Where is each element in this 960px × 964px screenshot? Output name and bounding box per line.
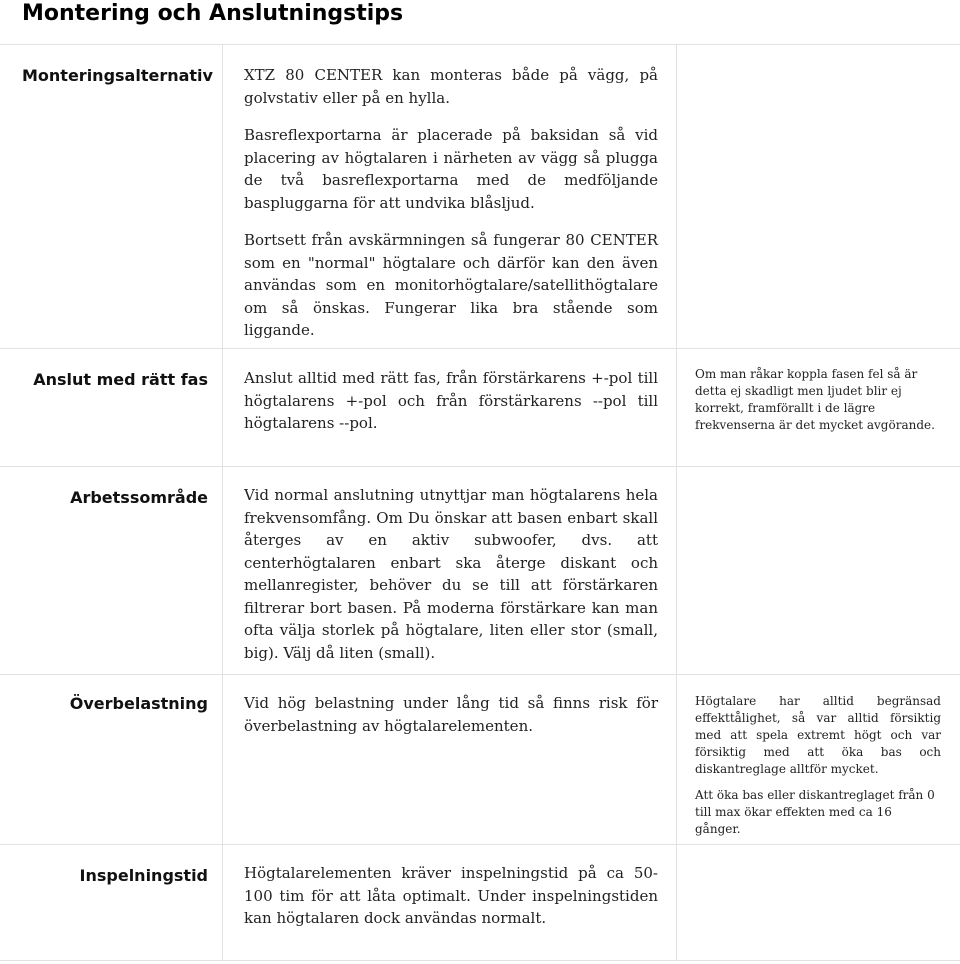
section-note-anslut-med-ratt-fas xyxy=(695,366,941,443)
note-paragraph: Om man råkar koppla fasen fel så är detta ej skadligt men ljudet blir ej korrekt, framförallt i de lägre frekvenserna är det mycket avgörande. xyxy=(695,367,935,432)
section-label-overbelastning: Överbelastning xyxy=(69,694,208,713)
section-body-overbelastning xyxy=(244,692,658,752)
section-label-arbetssomrade: Arbetssområde xyxy=(70,488,208,507)
paragraph: Bortsett från avskärmningen så fungerar 80 CENTER som en "normal" högtalare och därför kan den även användas som en monitorhögtalare/satellithögtalare om så önskas. Fungerar lika bra stående som liggande. xyxy=(244,231,658,339)
section-note-overbelastning xyxy=(695,693,941,847)
section-label-monteringsalternativ: Monteringsalternativ xyxy=(22,66,213,85)
paragraph: Vid normal anslutning utnyttjar man högtalarens hela frekvensomfång. Om Du önskar att basen enbart skall återges av en aktiv subwoofer, dvs. att centerhögtalaren enbart ska återge diskant och mellanregister, behöver du se till att förstärkaren filtrerar bort basen. På moderna förstärkare kan man ofta välja storlek på högtalare, liten eller stor (small, big). Välj då liten (small). xyxy=(244,486,658,662)
section-body-arbetssomrade xyxy=(244,484,658,679)
page-title: Montering och Anslutningstips xyxy=(22,1,404,26)
column-divider xyxy=(222,44,223,960)
section-body-anslut-med-ratt-fas xyxy=(244,367,658,450)
column-divider xyxy=(676,44,677,960)
paragraph: Anslut alltid med rätt fas, från förstärkarens +-pol till högtalarens +-pol och från förstärkarens --pol till högtalarens --pol. xyxy=(244,369,658,432)
note-paragraph: Högtalare har alltid begränsad effekttålighet, så var alltid försiktig med att spela extremt högt och var försiktig med att öka bas och diskantreglage alltför mycket. xyxy=(695,694,941,776)
paragraph: Högtalarelementen kräver inspelningstid på ca 50-100 tim för att låta optimalt. Under inspelningstiden kan högtalaren dock användas normalt. xyxy=(244,864,658,927)
section-label-inspelningstid: Inspelningstid xyxy=(79,866,208,885)
section-body-monteringsalternativ xyxy=(244,64,658,357)
row-divider xyxy=(0,466,960,467)
paragraph: XTZ 80 CENTER kan monteras både på vägg, på golvstativ eller på en hylla. xyxy=(244,66,658,107)
section-body-inspelningstid xyxy=(244,862,658,945)
paragraph: Vid hög belastning under lång tid så finns risk för överbelastning av högtalarelementen. xyxy=(244,694,658,735)
paragraph: Basreflexportarna är placerade på baksidan så vid placering av högtalaren i närheten av vägg så plugga de två basreflexportarna med de medföljande baspluggarna för att undvika blåsljud. xyxy=(244,126,658,212)
row-divider xyxy=(0,960,960,961)
section-label-anslut-med-ratt-fas: Anslut med rätt fas xyxy=(33,370,208,389)
note-paragraph: Att öka bas eller diskantreglaget från 0 till max ökar effekten med ca 16 gånger. xyxy=(695,788,935,836)
row-divider xyxy=(0,44,960,45)
